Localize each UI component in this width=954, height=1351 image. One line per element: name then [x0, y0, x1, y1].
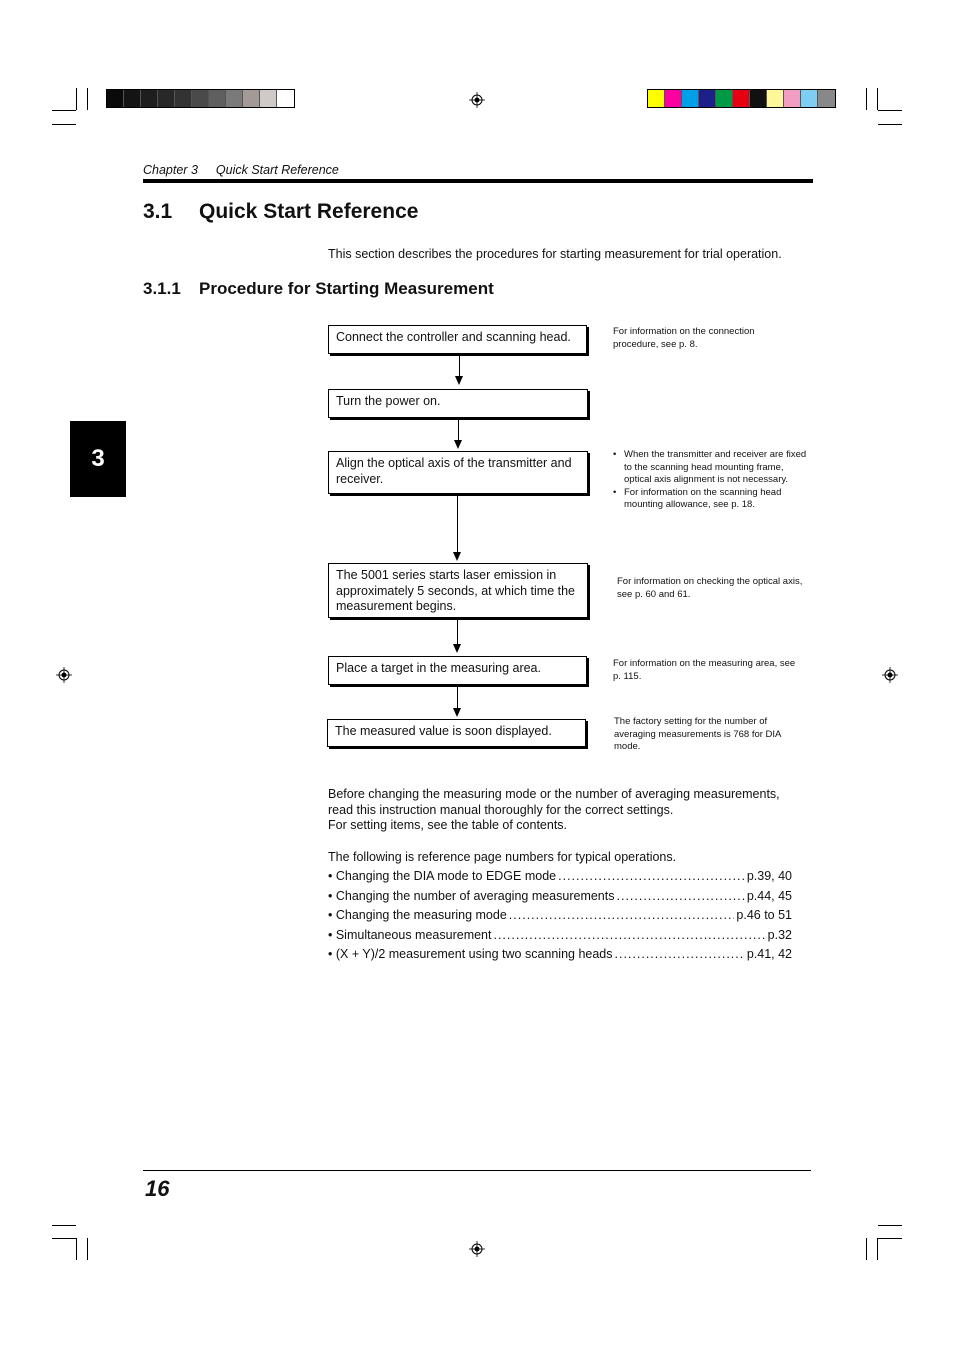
running-header — [143, 163, 357, 177]
crop-mark — [52, 1225, 76, 1226]
section-intro: This section describes the procedures for starting measurement for trial operation. — [328, 247, 782, 261]
flow-step-target: Place a target in the measuring area. — [328, 656, 587, 685]
leader-dots — [615, 947, 745, 961]
color-swatch — [141, 90, 158, 107]
reference-label: • Changing the measuring mode — [328, 908, 507, 922]
list-item — [328, 947, 792, 967]
section-title: Quick Start Reference — [199, 200, 419, 223]
reference-label: • (X + Y)/2 measurement using two scanning heads — [328, 947, 613, 961]
chapter-title: Quick Start Reference — [215, 163, 339, 177]
chapter-tab: 3 — [70, 421, 126, 497]
subsection-number: 3.1.1 — [143, 279, 181, 298]
crop-mark — [878, 110, 902, 111]
list-item — [328, 908, 792, 928]
arrow-down-icon — [453, 644, 461, 653]
crop-mark — [76, 1238, 77, 1260]
footer-rule — [143, 1170, 811, 1171]
color-swatch — [699, 90, 716, 107]
flow-step-display: The measured value is soon displayed. — [327, 719, 586, 747]
registration-mark-icon — [882, 667, 898, 683]
crop-mark — [52, 1238, 76, 1239]
color-swatch — [209, 90, 226, 107]
reference-page: p.44, 45 — [746, 888, 792, 903]
subsection-heading — [143, 279, 494, 299]
flow-connector — [457, 619, 458, 644]
leader-dots — [493, 928, 765, 942]
note-alignment — [613, 449, 807, 512]
list-item — [328, 869, 792, 889]
section-number: 3.1 — [143, 200, 173, 223]
color-swatch — [750, 90, 767, 107]
registration-mark-icon — [469, 1241, 485, 1257]
note-bullet: • For information on the scanning head mounting allowance, see p. 18. — [613, 487, 807, 512]
crop-mark — [52, 124, 76, 125]
registration-mark-icon — [56, 667, 72, 683]
color-swatch — [107, 90, 124, 107]
color-swatch — [648, 90, 665, 107]
reference-label: • Changing the DIA mode to EDGE mode — [328, 869, 557, 883]
reference-label: • Changing the number of averaging measurements — [328, 888, 615, 903]
note-factory-setting: The factory setting for the number of averaging measurements is 768 for DIA mode. — [614, 716, 781, 752]
crop-mark — [76, 88, 77, 110]
color-swatch — [260, 90, 277, 107]
color-swatch — [733, 90, 750, 107]
crop-mark — [877, 88, 878, 110]
note-connection: For information on the connection procedure, see p. 8. — [613, 326, 755, 350]
flow-step-align: Align the optical axis of the transmitter and receiver. — [328, 451, 588, 494]
color-swatch — [784, 90, 801, 107]
subsection-title: Procedure for Starting Measurement — [199, 279, 494, 298]
note-optical-axis: For information on checking the optical axis, see p. 60 and 61. — [617, 576, 803, 600]
process-color-bar — [647, 89, 836, 108]
crop-mark — [877, 1238, 878, 1260]
paragraph-line: For setting items, see the table of contents. — [328, 818, 568, 832]
color-swatch — [226, 90, 243, 107]
color-swatch — [665, 90, 682, 107]
paragraph-line: read this instruction manual thoroughly for the correct settings. — [328, 802, 674, 817]
flow-step-power: Turn the power on. — [328, 389, 588, 418]
crop-mark — [878, 1225, 902, 1226]
reference-list — [328, 869, 792, 967]
color-swatch — [767, 90, 784, 107]
color-swatch — [124, 90, 141, 107]
arrow-down-icon — [455, 376, 463, 385]
color-swatch — [158, 90, 175, 107]
flow-connector — [457, 495, 458, 552]
leader-dots — [558, 869, 745, 883]
gray-color-bar — [106, 89, 295, 108]
crop-mark — [878, 124, 902, 125]
color-swatch — [277, 90, 294, 107]
crop-mark — [866, 88, 867, 110]
reference-page: p.39, 40 — [746, 869, 792, 883]
arrow-down-icon — [453, 552, 461, 561]
color-swatch — [818, 90, 835, 107]
leader-dots — [509, 908, 735, 922]
color-swatch — [243, 90, 260, 107]
arrow-down-icon — [454, 440, 462, 449]
color-swatch — [192, 90, 209, 107]
reference-page: p.32 — [767, 927, 792, 942]
color-swatch — [682, 90, 699, 107]
reference-page: p.46 to 51 — [736, 908, 792, 922]
flow-connector — [459, 355, 460, 376]
instruction-paragraph — [328, 787, 808, 834]
list-item — [328, 889, 792, 909]
reference-label: • Simultaneous measurement — [328, 927, 492, 942]
paragraph-line: Before changing the measuring mode or the number of averaging measurements, — [328, 787, 780, 801]
flow-connector — [457, 686, 458, 708]
list-item — [328, 928, 792, 948]
flow-connector — [458, 419, 459, 440]
color-swatch — [716, 90, 733, 107]
leader-dots — [617, 889, 745, 903]
section-heading — [143, 200, 418, 224]
reference-intro: The following is reference page numbers for typical operations. — [328, 850, 677, 864]
note-measuring-area: For information on the measuring area, see p. 115. — [613, 658, 796, 682]
crop-mark — [52, 110, 76, 111]
header-rule — [143, 179, 813, 183]
crop-mark — [878, 1238, 902, 1239]
chapter-label: Chapter 3 — [143, 163, 198, 177]
registration-mark-icon — [469, 92, 485, 108]
color-swatch — [175, 90, 192, 107]
reference-page: p.41, 42 — [746, 947, 792, 961]
note-bullet: • When the transmitter and receiver are fixed to the scanning head mounting frame, optical axis alignment is not necessary. — [613, 449, 807, 487]
crop-mark — [87, 1238, 88, 1260]
crop-mark — [866, 1238, 867, 1260]
color-swatch — [801, 90, 818, 107]
flow-step-connect: Connect the controller and scanning head. — [328, 325, 587, 354]
crop-mark — [87, 88, 88, 110]
page-number: 16 — [145, 1176, 170, 1201]
arrow-down-icon — [453, 708, 461, 717]
flow-step-emission: The 5001 series starts laser emission in approximately 5 seconds, at which time the measurement begins. — [328, 563, 588, 618]
